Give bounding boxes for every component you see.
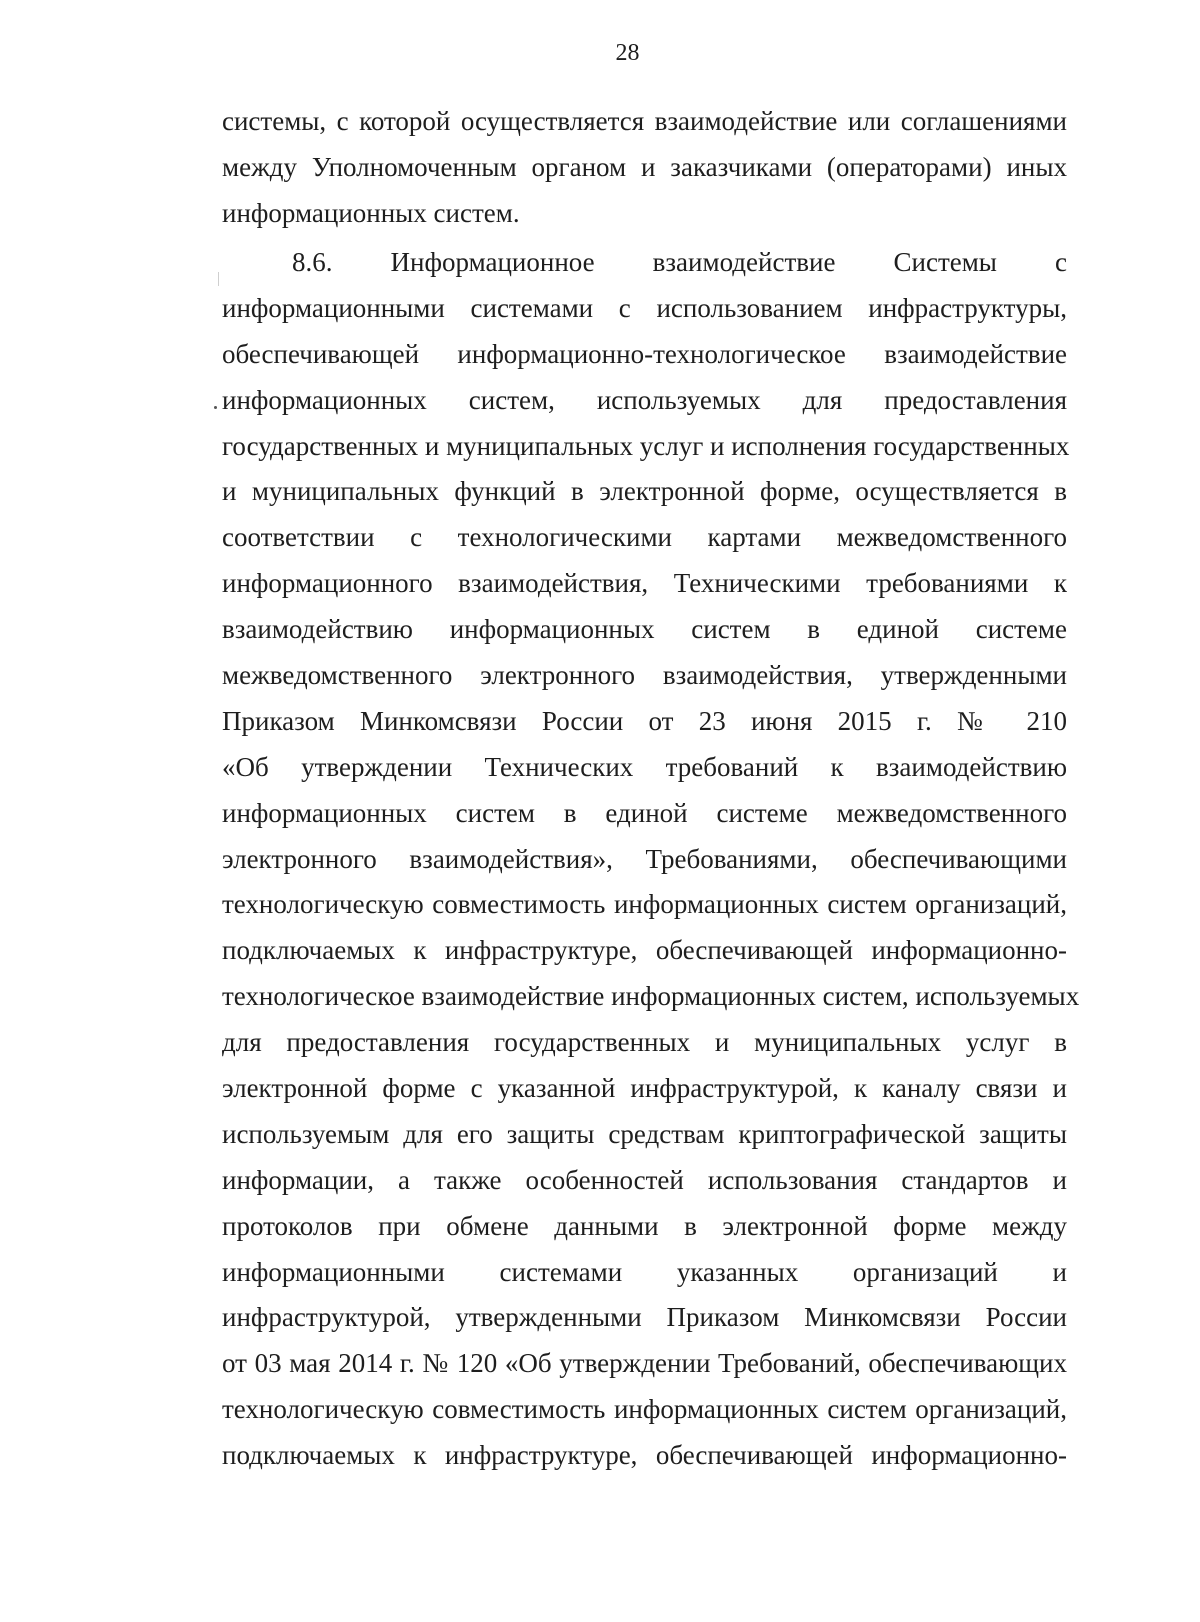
text-line: обеспечивающей информационно-технологическое взаимодействие xyxy=(222,339,1067,369)
body-text xyxy=(222,0,1080,1622)
text-line: информационными системами указанных организаций и xyxy=(222,1257,1067,1287)
text-line: Приказом Минкомсвязи России от 23 июня 2015 г. № 210 xyxy=(222,706,1067,736)
page-number: 28 xyxy=(615,40,640,66)
text-line: подключаемых к инфраструктуре, обеспечивающей информационно- xyxy=(222,935,1067,965)
paragraph-first-line: 8.6. Информационное взаимодействие Системы с xyxy=(292,247,1067,277)
text-line: электронного взаимодействия», Требованиями, обеспечивающими xyxy=(222,844,1067,874)
scan-artifact-dot xyxy=(214,406,217,409)
text-line: и муниципальных функций в электронной форме, осуществляется в xyxy=(222,476,1067,506)
text-line: информационных систем в единой системе межведомственного xyxy=(222,798,1067,828)
text-line: межведомственного электронного взаимодействия, утвержденными xyxy=(222,660,1067,690)
text-line: «Об утверждении Технических требований к взаимодействию xyxy=(222,752,1067,782)
text-line: между Уполномоченным органом и заказчиками (операторами) иных xyxy=(222,152,1067,182)
text-line: технологическое взаимодействие информационных систем, используемых xyxy=(222,981,1080,1011)
text-line: информационных систем. xyxy=(222,198,520,228)
text-line: соответствии с технологическими картами межведомственного xyxy=(222,522,1067,552)
text-line: электронной форме с указанной инфраструктурой, к каналу связи и xyxy=(222,1073,1067,1103)
text-line: технологическую совместимость информационных систем организаций, xyxy=(222,889,1067,919)
text-line: от 03 мая 2014 г. № 120 «Об утверждении Требований, обеспечивающих xyxy=(222,1348,1067,1378)
text-line: государственных и муниципальных услуг и исполнения государственных xyxy=(222,431,1070,461)
text-line: для предоставления государственных и муниципальных услуг в xyxy=(222,1027,1067,1057)
text-line: системы, с которой осуществляется взаимодействие или соглашениями xyxy=(222,106,1067,136)
text-line: информационного взаимодействия, Техническими требованиями к xyxy=(222,568,1067,598)
text-line: информационными системами с использованием инфраструктуры, xyxy=(222,293,1067,323)
text-line: взаимодействию информационных систем в единой системе xyxy=(222,614,1067,644)
text-line: информационных систем, используемых для предоставления xyxy=(222,385,1067,415)
text-line: используемым для его защиты средствам криптографической защиты xyxy=(222,1119,1067,1149)
text-line: информации, а также особенностей использования стандартов и xyxy=(222,1165,1067,1195)
text-line: технологическую совместимость информационных систем организаций, xyxy=(222,1394,1067,1424)
text-line: протоколов при обмене данными в электронной форме между xyxy=(222,1211,1067,1241)
text-line: подключаемых к инфраструктуре, обеспечивающей информационно- xyxy=(222,1440,1067,1470)
text-line: инфраструктурой, утвержденными Приказом Минкомсвязи России xyxy=(222,1302,1067,1332)
scan-artifact-tick xyxy=(218,272,219,286)
